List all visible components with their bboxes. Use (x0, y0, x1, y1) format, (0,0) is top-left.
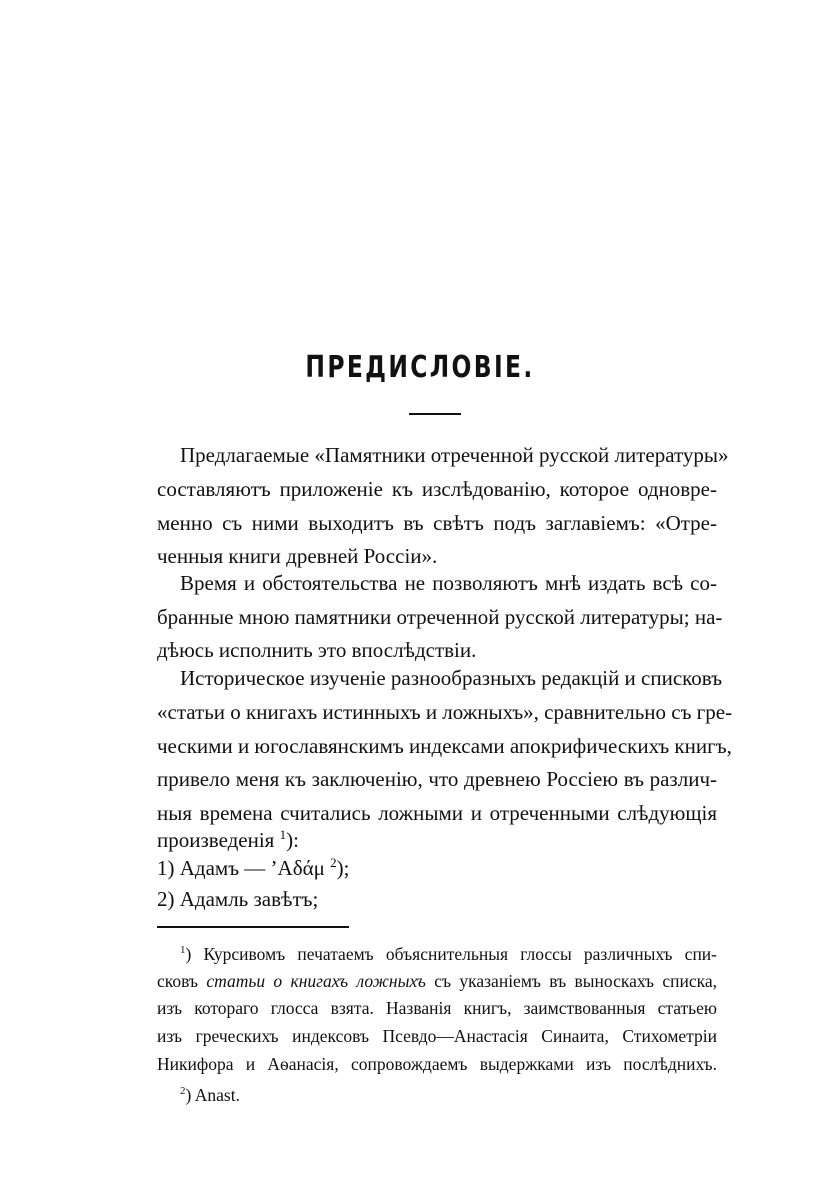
paragraph-1-line-3: менно съ ними выходитъ въ свѣтъ подъ заглавіемъ: «Отре- (157, 511, 717, 535)
footnote-1-marker: 1 (180, 944, 186, 957)
footnote-1-line-2-italic: статьи о книгахъ ложныхъ (206, 971, 426, 991)
list-item-1-text: 1) Адамъ — ’Αδάμ (157, 856, 325, 880)
footnote-ref-1: 1 (279, 827, 287, 842)
paragraph-3-line-5: ныя времена считались ложными и отреченными слѣдующія (157, 801, 717, 825)
footnote-rule (157, 926, 349, 928)
paragraph-3-line-6-text: произведенія (157, 828, 275, 852)
paragraph-3-line-4: привело меня къ заключенію, что древнею Россіею въ различ- (157, 767, 717, 791)
paragraph-1-line-2: составляютъ приложеніе къ изслѣдованію, которое одновре- (157, 477, 717, 501)
page-title: ПРЕДИСЛОВІЕ. (305, 350, 535, 385)
footnote-2-marker: 2 (180, 1085, 186, 1098)
paragraph-1-line-4: ченныя книги древней Россіи». (157, 544, 438, 568)
footnote-1-line-2-prefix: сковъ (157, 971, 207, 991)
paragraph-2-line-3: дѣюсь исполнить это впослѣдствіи. (157, 638, 477, 662)
list-item-1-suffix: ); (336, 856, 350, 880)
footnote-ref-2: 2 (330, 855, 337, 870)
footnote-1-line-2-suffix: съ указаніемъ въ выноскахъ списка, (425, 971, 717, 991)
paragraph-1-line-1: Предлагаемые «Памятники отреченной русской литературы» (180, 443, 729, 467)
paragraph-3-line-3: ческими и югославянскимъ индексами апокрифическихъ книгъ, (157, 734, 732, 758)
footnote-2 (180, 1084, 717, 1106)
paragraph-3-line-1: Историческое изученіе разнообразныхъ редакцій и списковъ (180, 666, 723, 690)
paragraph-2-line-2: бранные мною памятники отреченной русской литературы; на- (157, 605, 723, 629)
footnote-1-line-3: изъ котораго глосса взята. Названія книгъ, заимствованныя статьею (157, 998, 717, 1018)
paragraph-3-line-6-suffix: ): (286, 828, 299, 852)
footnote-2-text: ) Anast. (185, 1085, 240, 1105)
paragraph-3-line-2: «статьи о книгахъ истинныхъ и ложныхъ», сравнительно съ гре- (157, 700, 733, 724)
footnote-1-line-1 (180, 943, 717, 965)
footnote-1-line-1-text: ) Курсивомъ печатаемъ объяснительныя глоссы различныхъ спи- (185, 944, 717, 964)
footnote-1-line-4: изъ греческихъ индексовъ Псевдо—Анастасія Синаита, Стихометріи (157, 1026, 717, 1046)
footnote-1-line-2 (157, 970, 717, 992)
paragraph-2-line-1: Время и обстоятельства не позволяютъ мнѣ издать всѣ со- (180, 571, 717, 595)
footnote-1-line-5: Никифора и Аѳанасія, сопровождаемъ выдержками изъ послѣднихъ. (157, 1054, 717, 1074)
list-item-1 (157, 855, 717, 881)
title-rule (409, 413, 461, 415)
list-item-2: 2) Адамль завѣтъ; (157, 887, 319, 911)
paragraph-3-line-6 (157, 827, 717, 853)
